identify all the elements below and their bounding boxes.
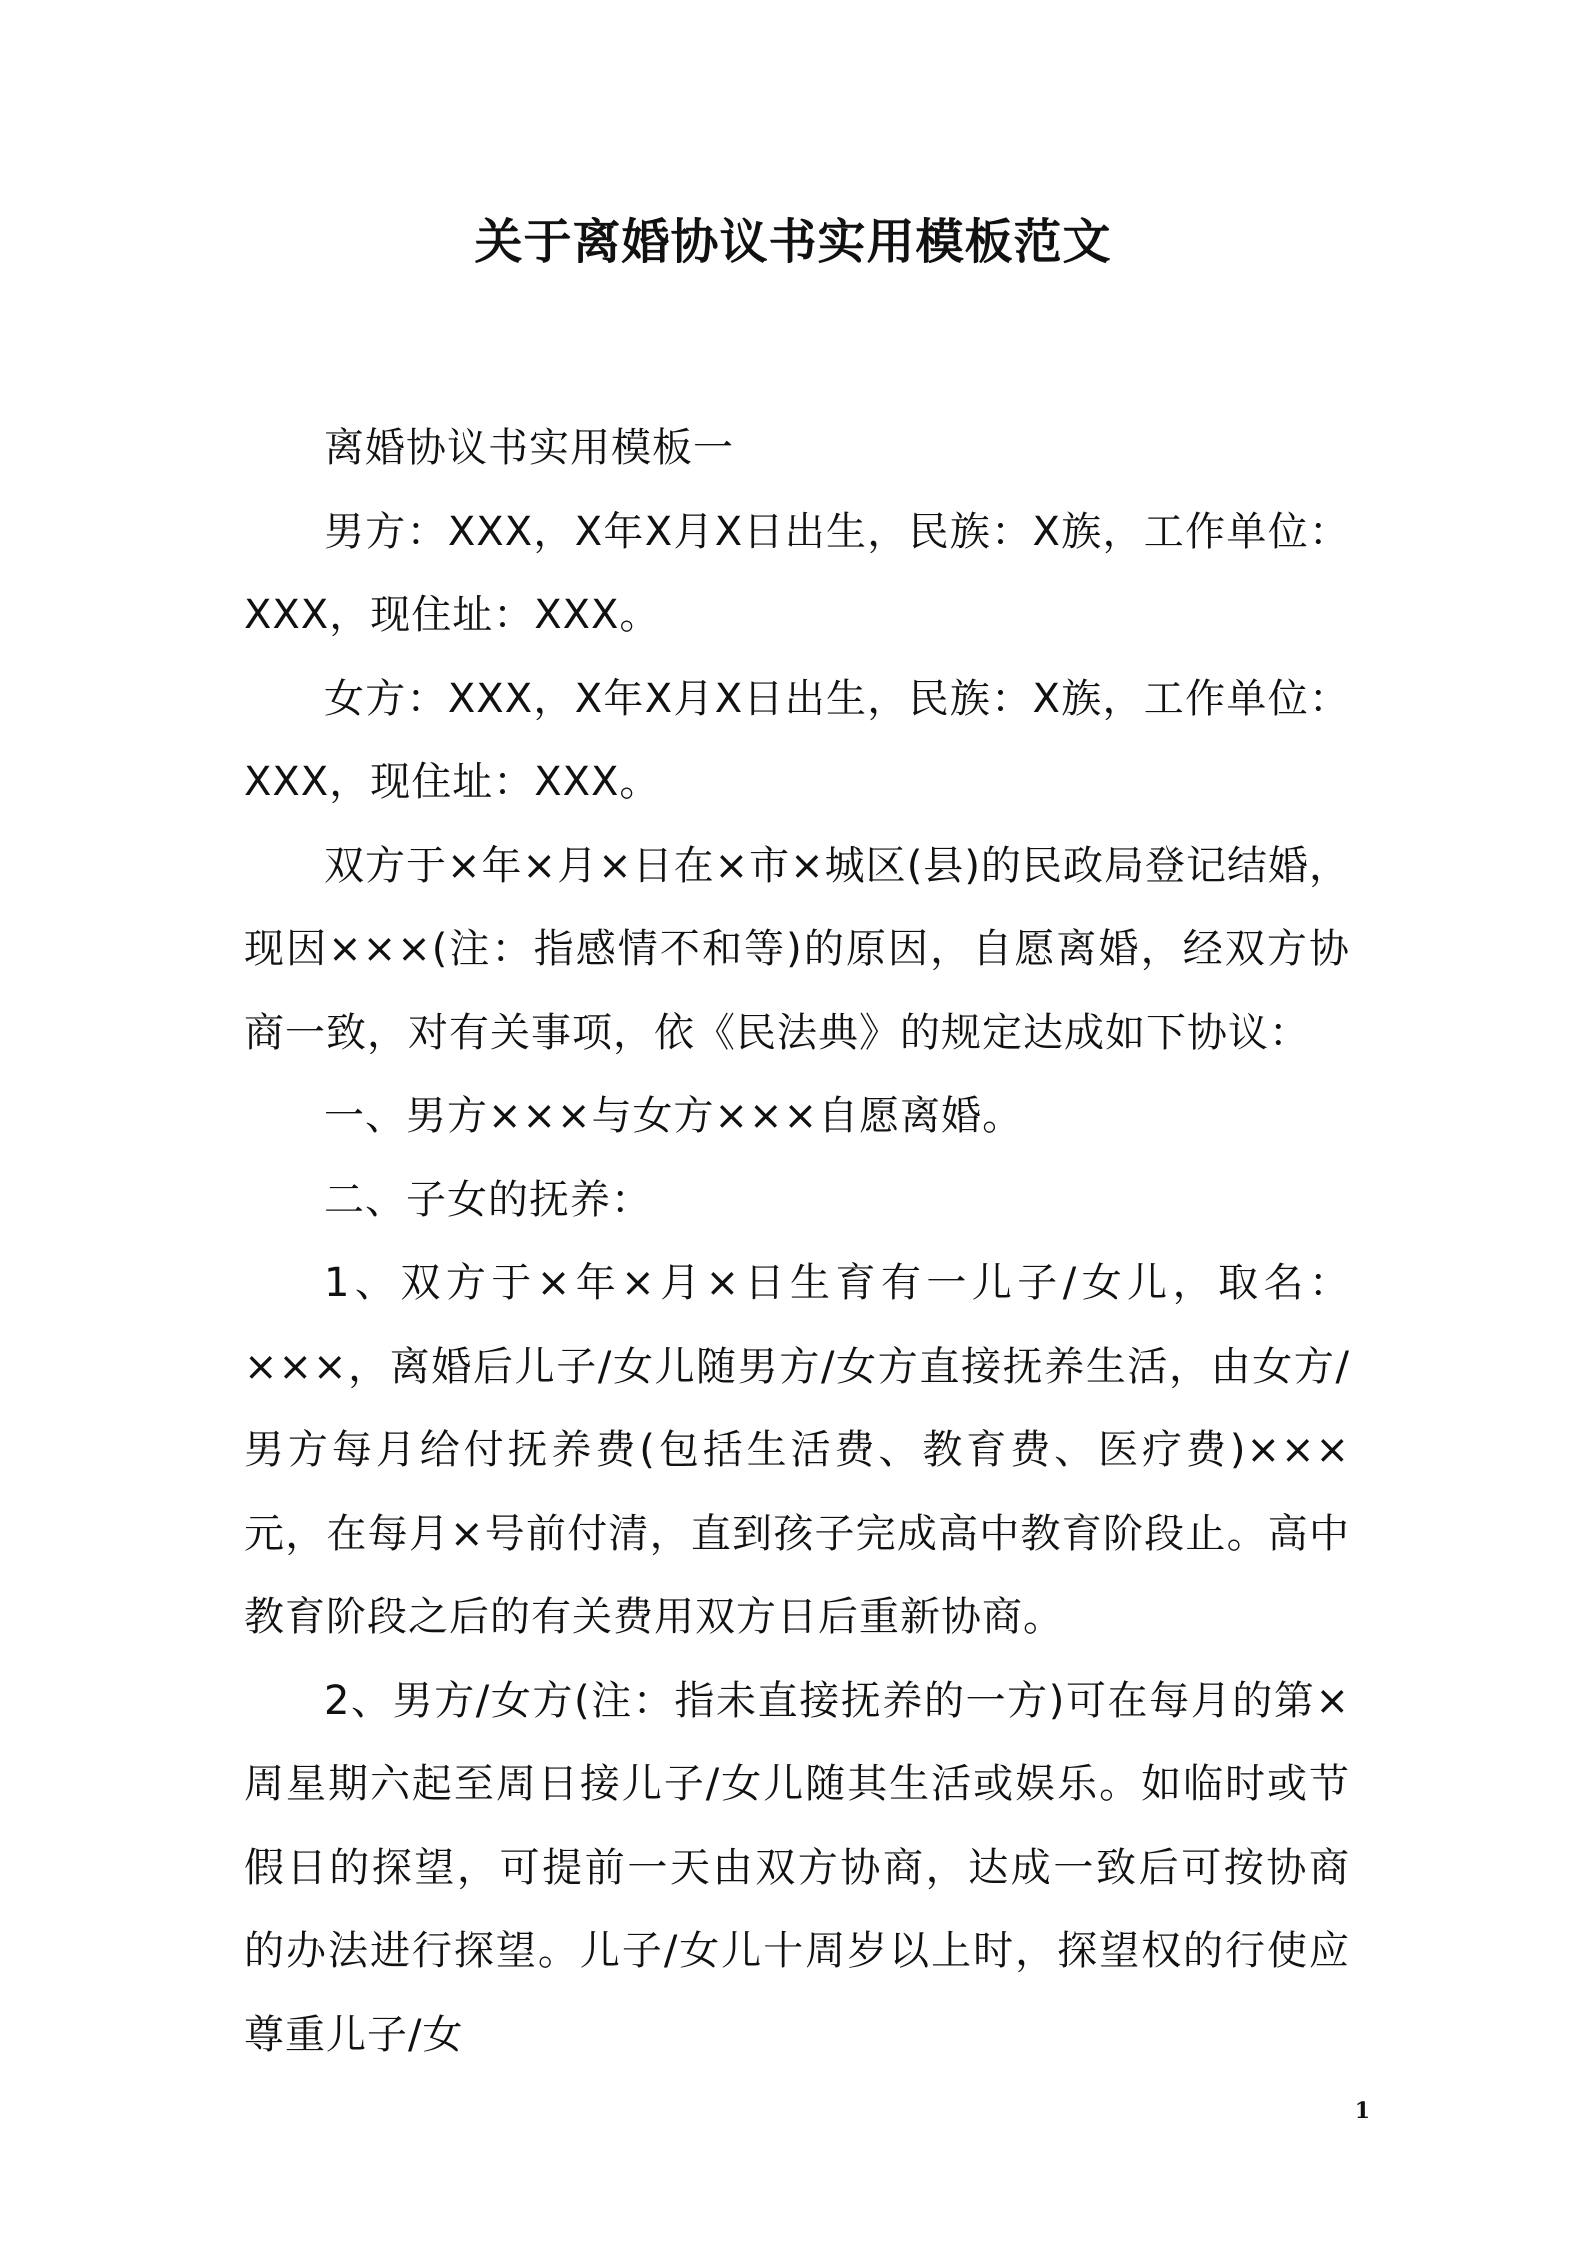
paragraph-child-support: 1、双方于×年×月×日生育有一儿子/女儿，取名：×××，离婚后儿子/女儿随男方/女方直接抚养生活，由女方/男方每月给付抚养费(包括生活费、教育费、医疗费)×××元，在每月×号前付清，直到孩子完成高中教育阶段止。高中教育阶段之后的有关费用双方日后重新协商。 [244, 1260, 1350, 1640]
paragraph-template-heading: 离婚协议书实用模板一 [324, 425, 734, 471]
paragraph-clause-two-heading: 二、子女的抚养： [324, 1176, 652, 1223]
document-body [244, 407, 1350, 2077]
paragraph-clause-one: 一、男方×××与女方×××自愿离婚。 [324, 1093, 1024, 1139]
page-number: 1 [1354, 2098, 1370, 2124]
document-title: 关于离婚协议书实用模板范文 [474, 214, 1112, 270]
paragraph-female-party: 女方：XXX，X年X月X日出生，民族：X族，工作单位：XXX，现住址：XXX。 [244, 675, 1350, 805]
paragraph-male-party: 男方：XXX，X年X月X日出生，民族：X族，工作单位：XXX，现住址：XXX。 [244, 508, 1350, 638]
paragraph-visitation: 2、男方/女方(注：指未直接抚养的一方)可在每月的第×周星期六起至周日接儿子/女儿随其生活或娱乐。如临时或节假日的探望，可提前一天由双方协商，达成一致后可按协商的办法进行探望。儿子/女儿十周岁以上时，探望权的行使应尊重儿子/女 [244, 1677, 1350, 2058]
paragraph-marriage-background: 双方于×年×月×日在×市×城区(县)的民政局登记结婚，现因×××(注：指感情不和等)的原因，自愿离婚，经双方协商一致，对有关事项，依《民法典》的规定达成如下协议： [244, 842, 1350, 1056]
